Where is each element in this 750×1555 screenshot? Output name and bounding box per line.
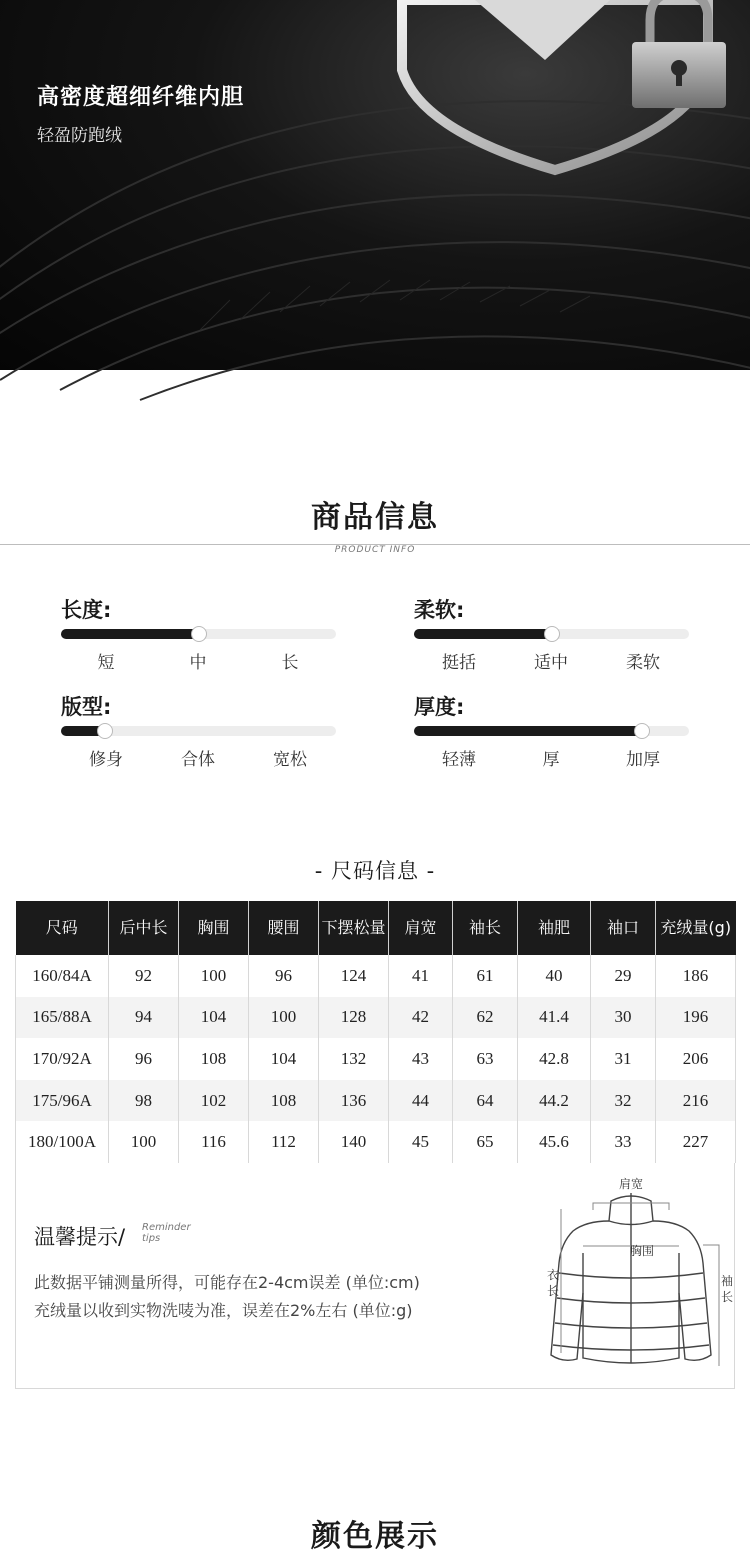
size-table-cell: 92 <box>109 955 179 997</box>
size-table-cell: 108 <box>179 1038 249 1080</box>
size-table-cell: 160/84A <box>16 955 109 997</box>
diagram-label-shoulder: 肩宽 <box>618 1177 644 1191</box>
hero-banner <box>0 0 750 370</box>
size-table-cell: 44 <box>389 1080 453 1122</box>
hero-title: 高密度超细纤维内胆 <box>37 85 245 110</box>
attribute-tick: 中 <box>189 653 207 673</box>
size-table-row <box>16 1038 736 1080</box>
size-table-cell: 31 <box>591 1038 656 1080</box>
hero-background-graphic <box>0 0 750 370</box>
size-table-cell: 40 <box>518 955 591 997</box>
size-table-cell: 124 <box>319 955 389 997</box>
attribute-tick: 挺括 <box>442 653 476 673</box>
size-table-cell: 186 <box>682 965 709 985</box>
size-table-cell: 180/100A <box>16 1121 109 1163</box>
attribute-label: 版型: <box>61 695 112 719</box>
attribute-tick: 长 <box>281 653 299 673</box>
size-table-cell: 128 <box>319 997 389 1039</box>
size-table-cell: 63 <box>453 1038 518 1080</box>
size-table-cell: 116 <box>179 1121 249 1163</box>
attribute-tick: 宽松 <box>273 750 307 770</box>
size-table-header-cell: 袖肥 <box>518 901 591 955</box>
size-table-row <box>16 1121 736 1163</box>
size-table-cell: 94 <box>109 997 179 1039</box>
size-table-cell: 102 <box>179 1080 249 1122</box>
size-table-cell: 196 <box>656 997 736 1039</box>
attribute-knob <box>191 626 207 642</box>
size-table-cell: 98 <box>109 1080 179 1122</box>
attribute-knob <box>544 626 560 642</box>
attribute-tick: 厚 <box>542 750 560 770</box>
size-table-cell: 64 <box>453 1080 518 1122</box>
size-table-cell: 104 <box>249 1038 319 1080</box>
size-table-cell: 43 <box>389 1038 453 1080</box>
attribute-tick: 短 <box>97 653 115 673</box>
size-table-row <box>16 955 736 997</box>
jacket-icon <box>551 1193 711 1363</box>
size-table-row <box>16 997 736 1039</box>
attribute-track <box>414 726 689 736</box>
diagram-label-length: 长 <box>546 1284 560 1298</box>
size-table-row <box>16 1080 736 1122</box>
attribute-knob <box>97 723 113 739</box>
size-table-cell: 206 <box>682 1048 709 1068</box>
attribute-track <box>61 726 336 736</box>
hero-subtitle: 轻盈防跑绒 <box>37 126 122 146</box>
attribute-track <box>414 629 689 639</box>
attribute-tick: 柔软 <box>626 653 660 673</box>
size-table-cell: 227 <box>682 1132 709 1152</box>
diagram-label-chest: 胸围 <box>629 1244 655 1258</box>
size-table-cell: 165/88A <box>16 997 109 1039</box>
size-table-cell: 32 <box>591 1080 656 1122</box>
attribute-tick: 加厚 <box>626 750 660 770</box>
attribute-label: 厚度: <box>414 695 465 719</box>
attribute-thickness <box>414 692 689 769</box>
size-table-cell: 132 <box>319 1038 389 1080</box>
size-table-header-cell: 胸围 <box>179 901 249 955</box>
size-table-cell: 104 <box>179 997 249 1039</box>
size-table-cell: 108 <box>249 1080 319 1122</box>
size-table-cell: 65 <box>453 1121 518 1163</box>
reminder-title-en-line: tips <box>142 1233 161 1244</box>
size-table-cell: 112 <box>249 1121 319 1163</box>
size-table-header-cell: 腰围 <box>249 901 319 955</box>
attribute-fit <box>61 692 336 769</box>
size-table <box>15 901 736 1163</box>
size-table-cell: 96 <box>109 1038 179 1080</box>
reminder-title-en-line: Reminder <box>142 1222 191 1233</box>
reminder-line: 此数据平铺测量所得，可能存在2-4cm误差 (单位:cm) <box>34 1273 420 1292</box>
attribute-knob <box>634 723 650 739</box>
size-table-cell: 33 <box>591 1121 656 1163</box>
attribute-tick: 合体 <box>181 750 215 770</box>
diagram-label-length: 衣 <box>546 1268 560 1282</box>
size-table-cell: 175/96A <box>16 1080 109 1122</box>
reminder-line: 充绒量以收到实物洗唛为准，误差在2%左右 (单位:g) <box>34 1301 413 1320</box>
attribute-tick: 轻薄 <box>442 750 476 770</box>
product-info-title: 商品信息 <box>311 500 439 535</box>
size-table-header-cell: 下摆松量 <box>319 901 389 955</box>
size-table-header-cell: 袖口 <box>591 901 656 955</box>
size-table-cell: 100 <box>179 955 249 997</box>
size-table-header <box>16 901 736 955</box>
attribute-softness <box>414 595 689 672</box>
size-table-cell: 100 <box>109 1121 179 1163</box>
reminder-title: 温馨提示/ <box>34 1225 126 1249</box>
size-info-title: - 尺码信息 - <box>314 859 436 883</box>
size-table-cell: 216 <box>656 1080 736 1122</box>
attribute-label: 柔软: <box>414 598 465 622</box>
size-table-cell: 136 <box>319 1080 389 1122</box>
size-table-cell: 42.8 <box>518 1038 591 1080</box>
attribute-length <box>61 595 336 672</box>
attribute-tick: 适中 <box>534 653 568 673</box>
attribute-label: 长度: <box>61 598 112 622</box>
diagram-label-sleeve: 袖 <box>720 1274 734 1288</box>
size-table-header-cell: 充绒量(g) <box>656 901 736 955</box>
lock-icon <box>632 0 726 108</box>
reminder-title-en <box>142 1222 191 1244</box>
size-table-cell: 42 <box>389 997 453 1039</box>
color-display-title: 颜色展示 <box>311 1519 439 1554</box>
size-table-cell: 45 <box>389 1121 453 1163</box>
size-table-cell: 44.2 <box>518 1080 591 1122</box>
size-table-cell: 62 <box>453 997 518 1039</box>
size-table-cell: 29 <box>591 955 656 997</box>
diagram-label-sleeve: 长 <box>720 1290 734 1304</box>
size-table-cell: 100 <box>249 997 319 1039</box>
size-table-cell: 96 <box>249 955 319 997</box>
product-info-subtitle: PRODUCT INFO <box>323 545 428 555</box>
attribute-tick: 修身 <box>89 750 123 770</box>
size-table-header-cell: 后中长 <box>109 901 179 955</box>
jacket-measure-diagram <box>531 1173 734 1373</box>
size-table-cell: 30 <box>591 997 656 1039</box>
size-table-header-cell: 肩宽 <box>389 901 453 955</box>
size-table-cell: 170/92A <box>16 1038 109 1080</box>
size-table-cell: 41 <box>389 955 453 997</box>
size-table-header-cell: 袖长 <box>453 901 518 955</box>
size-table-cell: 140 <box>319 1121 389 1163</box>
size-table-cell: 45.6 <box>518 1121 591 1163</box>
size-table-header-cell: 尺码 <box>16 901 109 955</box>
attribute-track <box>61 629 336 639</box>
size-table-cell: 41.4 <box>518 997 591 1039</box>
reminder-box <box>15 1163 735 1389</box>
size-table-cell: 61 <box>453 955 518 997</box>
